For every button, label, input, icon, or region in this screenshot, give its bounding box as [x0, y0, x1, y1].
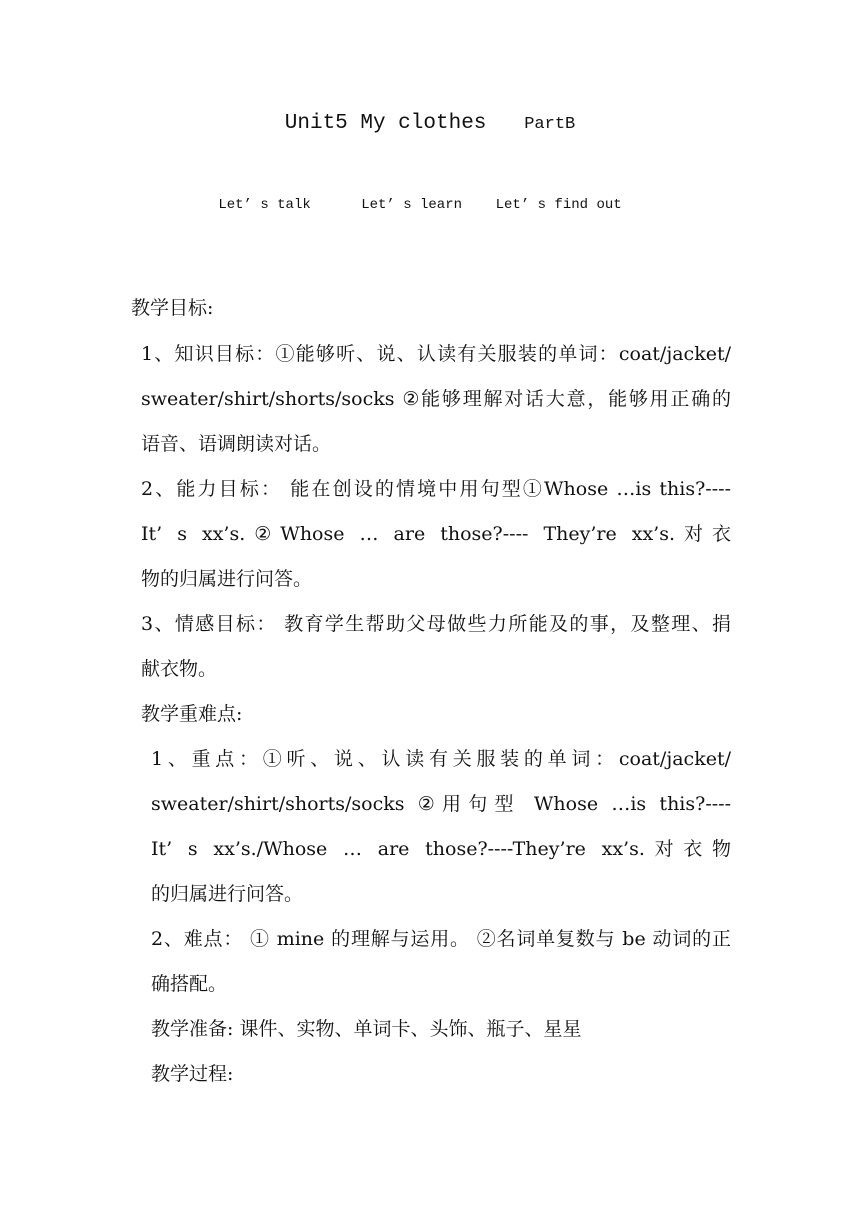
title-part: PartB — [524, 115, 576, 134]
document-title — [0, 112, 860, 135]
objective-emotion-line1: 3、情感目标： 教育学生帮助父母做些力所能及的事，及整理、捐 — [141, 613, 731, 635]
objective-ability-line1: 2、能力目标： 能在创设的情境中用句型①Whose …is this?---- — [141, 478, 731, 500]
heading-key-points: 教学重难点: — [141, 703, 243, 725]
difficulty-line1: 2、难点： ① mine 的理解与运用。 ②名词单复数与 be 动词的正 — [151, 928, 731, 950]
section-talk: Let’ s talk — [218, 197, 311, 213]
key-point-line2: sweater/shirt/shorts/socks ②用句型 Whose …is this?---- — [151, 793, 731, 815]
heading-teaching-process: 教学过程: — [151, 1063, 234, 1085]
title-main: Unit5 My clothes — [284, 112, 487, 135]
objective-knowledge-line3: 语音、语调朗读对话。 — [141, 433, 332, 455]
heading-objectives: 教学目标: — [131, 297, 214, 319]
objective-emotion-line2: 献衣物。 — [141, 658, 218, 680]
lesson-sections — [0, 197, 840, 213]
objective-knowledge-line1: 1、知识目标：①能够听、说、认读有关服装的单词：coat/jacket/ — [141, 343, 731, 365]
objective-ability-line3: 物的归属进行问答。 — [141, 568, 313, 590]
section-find-out: Let’ s find out — [495, 197, 622, 213]
key-point-line3: It’ s xx’s./Whose … are those?----They’re xx’s.对衣物 — [151, 838, 731, 860]
section-learn: Let’ s learn — [361, 197, 463, 213]
difficulty-line2: 确搭配。 — [151, 973, 228, 995]
objective-ability-line2: It’ s xx’s.②Whose … are those?---- They’re xx’s.对衣 — [141, 523, 731, 545]
objective-knowledge-line2: sweater/shirt/shorts/socks ②能够理解对话大意，能够用正确的 — [141, 388, 731, 410]
key-point-line1: 1、重点：①听、说、认读有关服装的单词：coat/jacket/ — [151, 748, 731, 770]
teaching-materials: 教学准备: 课件、实物、单词卡、头饰、瓶子、星星 — [151, 1018, 582, 1040]
key-point-line4: 的归属进行问答。 — [151, 883, 304, 905]
